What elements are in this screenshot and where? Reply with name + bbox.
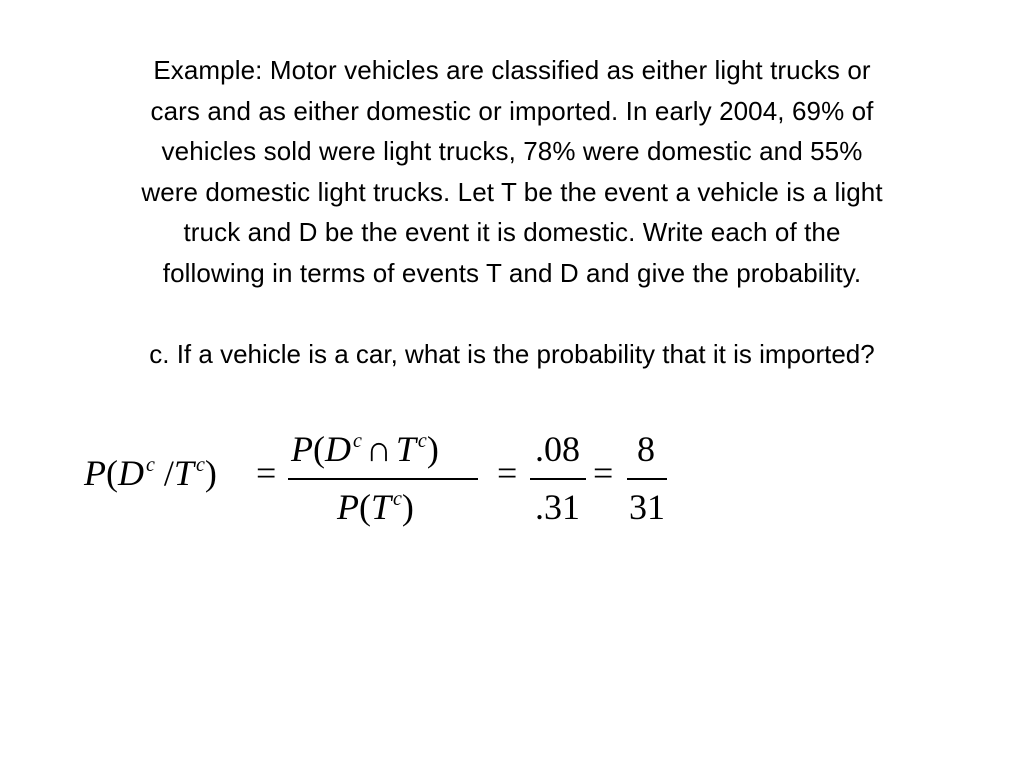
lhs-complement-t: c [195, 454, 205, 476]
lhs-d: D [118, 453, 144, 493]
den-p: P [337, 487, 359, 527]
equals-sign-1: = [256, 453, 277, 493]
problem-line-4: were domestic light trucks. Let T be the event a vehicle is a light [141, 176, 883, 207]
num-p: P [291, 429, 313, 469]
den-t: T [371, 487, 392, 527]
num-complement-t: c [417, 430, 427, 452]
question-c: c. If a vehicle is a car, what is the probability that it is imported? [149, 339, 875, 369]
den-open-paren: ( [359, 487, 371, 527]
den-complement-t: c [393, 488, 402, 510]
lhs-slash: / [154, 453, 174, 493]
lhs-close-paren: ) [204, 453, 217, 493]
num-d: D [325, 429, 351, 469]
lhs-p: P [84, 453, 106, 493]
fraction3-numerator: 8 [637, 429, 655, 469]
num-complement-d: c [353, 430, 362, 452]
problem-statement [50, 50, 974, 293]
num-t: T [395, 429, 416, 469]
fraction1-bar [288, 478, 478, 480]
equals-sign-3: = [593, 453, 614, 493]
fraction2-numerator: .08 [535, 429, 580, 469]
problem-line-2: cars and as either domestic or imported. In early 2004, 69% of [150, 95, 874, 126]
lhs-complement-d: c [146, 454, 155, 476]
intersection-symbol: ∩ [365, 429, 392, 469]
num-close-paren: ) [426, 429, 439, 469]
problem-line-5: truck and D be the event it is domestic. Write each of the [183, 217, 841, 247]
problem-line-3: vehicles sold were light trucks, 78% were domestic and 55% [161, 136, 863, 166]
fraction2-denominator: .31 [535, 487, 580, 527]
fraction3-denominator: 31 [629, 487, 665, 527]
problem-line-6: following in terms of events T and D and give the probability. [162, 257, 862, 288]
equals-sign-2: = [497, 453, 518, 493]
fraction3-bar [627, 478, 667, 480]
lhs-open-paren: ( [106, 453, 118, 493]
den-close-paren: ) [401, 487, 414, 527]
lhs-expression [84, 452, 217, 494]
num-open-paren: ( [313, 429, 325, 469]
fraction1-numerator [291, 428, 439, 470]
fraction1-denominator [337, 486, 414, 528]
problem-line-1: Example: Motor vehicles are classified as either light trucks or [153, 55, 871, 85]
lhs-t: T [173, 453, 194, 493]
fraction2-bar [530, 478, 586, 480]
